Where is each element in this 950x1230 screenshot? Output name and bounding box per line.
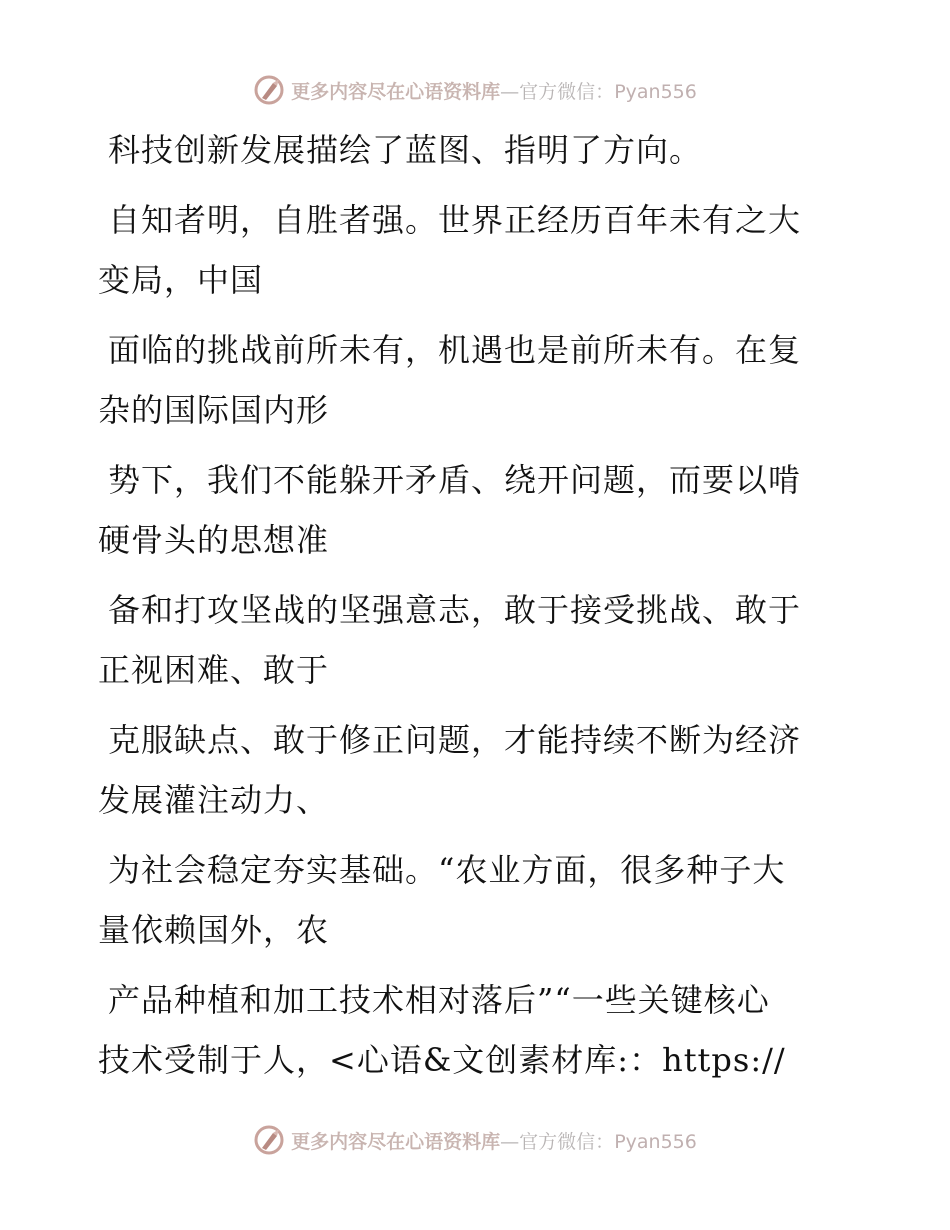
watermark-text <box>291 77 697 104</box>
body-line: 技术受制于人，<心语&文创素材库:：https:// <box>98 1041 786 1079</box>
quill-pen-logo-icon <box>253 74 285 106</box>
watermark-brand: 更多内容尽在心语资料库 <box>291 1130 501 1153</box>
watermark-dash: — <box>500 1130 520 1153</box>
body-line: 科技创新发展描绘了蓝图、指明了方向。 <box>108 131 703 169</box>
body-line: 杂的国际国内形 <box>98 391 330 429</box>
body-line: 量依赖国外，农 <box>98 911 330 949</box>
body-line: 克服缺点、敢于修正问题，才能持续不断为经济 <box>108 721 802 759</box>
watermark-wechat-id: Pyan556 <box>614 80 697 103</box>
watermark-text <box>291 1127 697 1154</box>
body-line: 备和打攻坚战的坚强意志，敢于接受挑战、敢于 <box>108 591 802 629</box>
watermark-wechat-label: 官方微信： <box>519 80 615 103</box>
header-watermark <box>0 70 950 110</box>
body-line: 产品种植和加工技术相对落后”“一些关键核心 <box>108 981 770 1019</box>
document-body <box>98 120 838 1090</box>
body-line: 发展灌注动力、 <box>98 781 330 819</box>
watermark-wechat-label: 官方微信： <box>519 1130 615 1153</box>
watermark-wechat-id: Pyan556 <box>614 1130 697 1153</box>
body-line: 势下，我们不能躲开矛盾、绕开问题，而要以啃 <box>108 461 802 499</box>
body-line: 面临的挑战前所未有，机遇也是前所未有。在复 <box>108 331 802 369</box>
body-line: 硬骨头的思想准 <box>98 521 330 559</box>
body-line: 为社会稳定夯实基础。“农业方面，很多种子大 <box>108 851 786 889</box>
body-line: 正视困难、敢于 <box>98 651 330 689</box>
body-line: 自知者明，自胜者强。世界正经历百年未有之大 <box>108 201 802 239</box>
footer-watermark <box>0 1120 950 1160</box>
body-line: 变局，中国 <box>98 261 264 299</box>
watermark-brand: 更多内容尽在心语资料库 <box>291 80 501 103</box>
quill-pen-logo-icon <box>253 1124 285 1156</box>
watermark-dash: — <box>500 80 520 103</box>
